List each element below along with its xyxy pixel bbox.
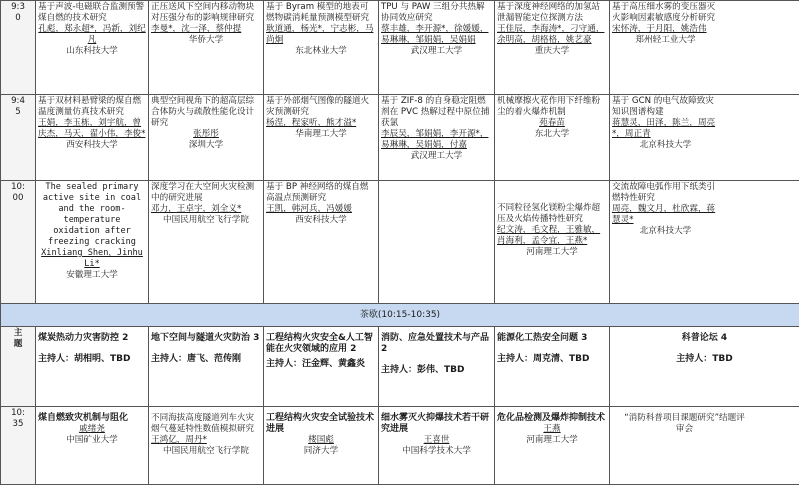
schedule-row	[1, 181, 799, 304]
paper-unit: 北京科技大学	[639, 226, 692, 236]
session-row	[1, 327, 799, 407]
paper-unit: 重庆大学	[534, 46, 570, 56]
paper-authors: 王凯，韩河兵，冯媛媛	[266, 204, 352, 214]
paper-title: 基于双材料悬臂梁的煤自燃温度测量仿真技术研究	[38, 96, 142, 117]
paper-cell	[149, 181, 264, 304]
paper-unit: 华侨大学	[188, 35, 224, 45]
session-host: 主持人：彭伟、TBD	[381, 365, 465, 375]
paper-cell	[36, 407, 149, 485]
paper-unit: 安徽理工大学	[66, 270, 118, 280]
paper-title: 细水雾灭火抑爆技术若干研究进展	[381, 413, 490, 434]
paper-unit: 武汉理工大学	[410, 151, 463, 161]
paper-cell	[495, 181, 610, 304]
paper-unit: 东北大学	[534, 129, 570, 139]
tea-break-row	[1, 304, 799, 327]
paper-title: 基于 ZIF-8 的自身稳定阻燃剂在 PVC 热解过程中原位捕获氯	[381, 96, 490, 128]
schedule-row	[1, 1, 799, 95]
paper-cell	[495, 407, 610, 485]
paper-title: 交流故障电弧作用下纸类引燃特性研究	[612, 182, 716, 203]
session-cell	[149, 327, 264, 407]
paper-authors: 杨涅，程家听，熊才溢*	[266, 118, 357, 128]
paper-cell	[264, 181, 379, 304]
paper-unit: 山东科技大学	[66, 46, 118, 56]
paper-unit: 深圳大学	[188, 140, 224, 150]
paper-authors: 蒋慧灵，田泽，陈兰，周亮*，周正青	[612, 118, 716, 139]
tea-break-label: 茶歇(10:15-10:35)	[1, 304, 799, 327]
session-title: 地下空间与隧道火灾防治 3	[151, 333, 260, 343]
paper-unit: 河南理工大学	[526, 247, 578, 257]
paper-authors: 蔡丰雄，李开源*，徐媛媛，易琳琳，邹娟娟，吴娟娟	[381, 24, 489, 45]
paper-cell	[264, 1, 379, 95]
paper-unit: 华南理工大学	[295, 129, 347, 139]
paper-cell	[149, 407, 264, 485]
session-cell	[264, 327, 379, 407]
paper-unit: 河南理工大学	[526, 435, 578, 445]
time-cell	[1, 407, 36, 485]
paper-title: 工程结构火灾安全试验技术进展	[266, 413, 375, 434]
paper-cell	[379, 181, 495, 304]
paper-unit: 中国民用航空飞行学院	[163, 446, 249, 456]
paper-authors: 周亮，魏文月，杜欣霖，蒋慧灵*	[612, 204, 716, 225]
session-label: 主 题	[13, 328, 23, 349]
time-cell	[1, 95, 36, 181]
paper-authors: 李曼*，沈一泽，蔡仲提	[151, 24, 242, 34]
paper-cell	[36, 1, 149, 95]
paper-cell	[264, 95, 379, 181]
paper-title: 基于 Byram 模型的地表可燃物碳消耗量预测模型研究	[266, 2, 370, 23]
paper-cell	[495, 1, 610, 95]
time-cell	[1, 181, 36, 304]
session-host: 主持人：汪金辉、黄鑫炎	[266, 359, 366, 369]
paper-cell	[379, 407, 495, 485]
paper-cell	[379, 95, 495, 181]
paper-authors: 纪文涛，毛文程，王雅敏，肖海利，孟令宜，王燕*	[497, 225, 601, 246]
session-cell	[610, 327, 799, 407]
paper-title: 典型空间视角下的超高层综合体防火与疏散性能化设计研究	[151, 96, 255, 128]
paper-title: TPU 与 PAW 三组分共热解协同效应研究	[381, 2, 485, 23]
session-host: 主持人：周克清、TBD	[497, 354, 590, 364]
paper-unit: 中国科学技术大学	[402, 446, 471, 456]
paper-cell	[264, 407, 379, 485]
paper-authors: 戚绪尧	[79, 424, 105, 434]
paper-authors: 孔彪，郑永超*，冯新，刘纪凡	[38, 24, 146, 45]
paper-title: 基于 GCN 的电气故障致灾知识图谱构建	[612, 96, 714, 117]
paper-authors: 王娟，李玉栋，刘宇航，曾庆杰，马天，翟小伟，李俊*	[38, 118, 146, 139]
paper-cell	[379, 1, 495, 95]
paper-title: 基于外部烟气图像的隧道火灾预测研究	[266, 96, 370, 117]
paper-cell	[610, 95, 799, 181]
paper-cell	[36, 181, 149, 304]
paper-authors: 王燕	[543, 424, 561, 434]
paper-unit: 东北林业大学	[295, 46, 347, 56]
paper-authors: 苑春苗	[539, 118, 565, 128]
paper-title: 基于声波-电磁联合监测预警煤自燃的技术研究	[38, 2, 145, 23]
paper-unit: 同济大学	[303, 446, 339, 456]
paper-title: 机械摩擦火花作用下纤维粉尘的着火爆炸机制	[497, 96, 601, 117]
paper-cell	[495, 95, 610, 181]
paper-title: 危化品检测及爆炸抑制技术	[497, 413, 606, 423]
paper-authors: 王鸿亿，周丹*	[151, 435, 207, 445]
paper-title: 深度学习在大空间火灾检测中的研究进展	[151, 182, 255, 203]
schedule-row	[1, 407, 799, 485]
session-cell	[36, 327, 149, 407]
paper-authors: 张彤彤	[193, 129, 219, 139]
session-title: 科普论坛 4	[681, 333, 728, 343]
paper-authors: 宋怀涛，于月阳，姚浩伟	[612, 24, 707, 34]
paper-unit: 北京科技大学	[639, 140, 692, 150]
session-title: 消防、应急处置技术与产品 2	[381, 333, 490, 354]
time-label: 9:4 5	[11, 96, 25, 117]
paper-authors: 邓力，王卓宇，刘全义*	[151, 204, 242, 214]
paper-title: The sealed primary active site in coal and the room-temperature oxidation after freezing cracking	[42, 182, 142, 247]
paper-unit: 武汉理工大学	[410, 46, 463, 56]
session-title: 煤炭热动力灾害防控 2	[38, 333, 129, 343]
time-label: 10: 35	[11, 408, 25, 429]
paper-unit: 郑州轻工业大学	[635, 35, 696, 45]
session-host: 主持人：唐飞、范传刚	[151, 354, 242, 364]
paper-authors: 王喜世	[423, 435, 450, 445]
time-label: 9:3 0	[11, 2, 25, 23]
session-title: 能源化工热安全问题 3	[497, 333, 588, 343]
paper-authors: 王佳辰，李海涛*，刁守通，余明高，胡格格，姚艺豪	[497, 24, 605, 45]
paper-cell	[36, 95, 149, 181]
paper-cell	[610, 407, 799, 485]
time-cell	[1, 327, 36, 407]
paper-title: 基于 BP 神经网络的煤自燃高温点预测研究	[266, 182, 369, 203]
paper-unit: 西安科技大学	[66, 140, 118, 150]
paper-authors: 耿道通，杨光*，宁志彬，马尚炯	[266, 24, 374, 45]
paper-title: 正压送风下空间内移动物块对压强分布的影响规律研究	[151, 2, 255, 23]
paper-authors: 李辰吴，邹娟娟，李开源*，易琳琳，吴娟娟，付嘉	[381, 129, 489, 150]
paper-unit: 西安科技大学	[295, 215, 347, 225]
paper-title: 煤自燃致灾机制与阻化	[38, 413, 129, 423]
session-host: 主持人：TBD	[676, 354, 733, 364]
paper-title: “消防科普项目课题研究”结题评审会	[624, 413, 745, 434]
paper-title: 基于深度神经网络的加氢站泄漏智能定位探测方法	[497, 2, 601, 23]
paper-title: 基于高压细水雾的变压器灭火影响因素敏感度分析研究	[612, 2, 716, 23]
paper-cell	[149, 1, 264, 95]
paper-title: 不同粒径氢化镁粉尘爆炸超压及火焰传播特性研究	[497, 203, 601, 224]
paper-cell	[610, 1, 799, 95]
paper-unit: 中国民用航空飞行学院	[163, 215, 249, 225]
paper-unit: 中国矿业大学	[66, 435, 118, 445]
time-label: 10: 00	[11, 182, 25, 203]
schedule-row	[1, 95, 799, 181]
time-cell	[1, 1, 36, 95]
paper-cell	[610, 181, 799, 304]
paper-authors: Xinliang Shen，Jinhu Li*	[41, 248, 143, 269]
session-title: 工程结构火灾安全&人工智能在火灾领域的应用 2	[266, 333, 373, 354]
session-cell	[379, 327, 495, 407]
paper-cell	[149, 95, 264, 181]
session-host: 主持人：胡相明、TBD	[38, 354, 131, 364]
paper-authors: 楼国彪	[308, 435, 334, 445]
session-cell	[495, 327, 610, 407]
paper-title: 不同海拔高度隧道列车火灾烟气蔓延特性数值模拟研究	[151, 413, 255, 434]
